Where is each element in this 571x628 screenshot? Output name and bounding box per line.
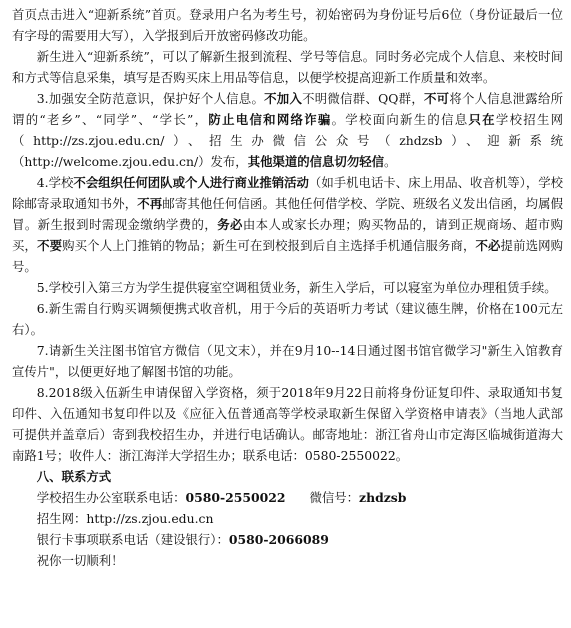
- item-3-text-6: 。: [384, 154, 397, 169]
- item-3-text-3: 将个人信息泄露给所谓的“老乡”、“同学”、“学长”，: [12, 91, 563, 127]
- item-4-text-3: 邮寄其他任何信函。其他任何借学校、学院、班级名义发出信函，均属假冒。新生报到时需现金缴纳学费的，: [12, 196, 564, 232]
- item-4-bold-5: 不必: [475, 238, 501, 253]
- item-6-text: 6.新生需自行购买调频便携式收音机，用于今后的英语听力考试（建议德生牌，价格在100元左右）。: [12, 301, 563, 337]
- wechat-id: zhdzsb: [359, 490, 407, 505]
- item-5-paragraph: [12, 277, 563, 298]
- office-contact-line: [12, 487, 563, 508]
- item-4-text-2: （如手机电话卡、床上用品、收音机等），学校除邮寄录取通知书外，: [12, 175, 563, 211]
- website-line: [12, 508, 563, 529]
- item-6-paragraph: [12, 298, 563, 340]
- item-3-bold-5: 其他渠道的信息切勿轻信: [247, 154, 384, 169]
- contact-heading: 八、联系方式: [36, 469, 112, 484]
- closing-line: 祝你一切顺利！: [36, 553, 124, 568]
- intro-paragraph: [12, 4, 563, 46]
- item-4-bold-2: 不再: [137, 196, 163, 211]
- item-4-text-4: 由本人或家长办理；购买物品的，请到正规商场、超市购买，: [12, 217, 564, 253]
- office-phone: 0580-2550022: [185, 490, 286, 505]
- office-phone-label: 学校招生办公室联系电话：: [36, 490, 186, 505]
- item-4-text-1: 4.学校: [36, 175, 74, 190]
- bank-contact-line: [12, 529, 563, 550]
- wechat-label: 微信号：: [309, 490, 360, 505]
- item-4-paragraph: [12, 172, 563, 277]
- item-3-text-5: 学校招生网（http://zs.zjou.edu.cn/）、招生办微信公众号（zhdzsb）、迎新系统（http://welcome.zjou.edu.cn/）发布，: [12, 112, 564, 169]
- item-3-bold-3: 防止电信和网络诈骗: [208, 112, 332, 127]
- bank-phone: 0580-2066089: [228, 532, 329, 547]
- item-4-bold-3: 务必: [217, 217, 243, 232]
- item-3-bold-2: 不可: [423, 91, 450, 106]
- item-7-paragraph: [12, 340, 563, 382]
- item-3-paragraph: [12, 88, 563, 172]
- welcome-system-paragraph: [12, 46, 563, 88]
- item-4-bold-4: 不要: [37, 238, 63, 253]
- item-3-bold-4: 只在: [468, 112, 496, 127]
- item-8-text: 8.2018级入伍新生申请保留入学资格，须于2018年9月22日前将身份证复印件、录取通知书复印件、入伍通知书复印件以及《应征入伍普通高等学校录取新生保留入学资格申请表》（当地人武部可提供并盖章后）寄到我校招生办，并进行电话确认。邮寄地址：浙江省舟山市定海区临城街道海大南路1号；收件人：浙江海洋大学招生办；联系电话：0580-2550022。: [12, 385, 563, 463]
- item-7-text: 7.请新生关注图书馆官方微信（见文末），并在9月10--14日通过图书馆官微学习"新生入馆教育宣传片"，以便更好地了解图书馆的功能。: [12, 343, 563, 379]
- website-url: http://zs.zjou.edu.cn: [86, 511, 214, 526]
- item-3-text-1: 3.加强安全防范意识，保护好个人信息。: [36, 91, 265, 106]
- item-4-bold-1: 不会组织任何团队或个人进行商业推销活动: [73, 175, 309, 190]
- item-3-text-2: 不明微信群、QQ群，: [302, 91, 424, 106]
- item-3-bold-1: 不加入: [264, 91, 303, 106]
- website-label: 招生网：: [36, 511, 87, 526]
- intro-text: 首页点击进入“迎新系统”首页。登录用户名为考生号，初始密码为身份证号后6位（身份证最后一位有字母的需要用大写），入学报到后开放密码修改功能。: [12, 7, 563, 43]
- item-3-text-4: 。学校面向新生的信息: [331, 112, 469, 127]
- item-8-paragraph: [12, 382, 563, 466]
- item-5-text: 5.学校引入第三方为学生提供寝室空调租赁业务，新生入学后，可以寝室为单位办理租赁手续。: [36, 280, 557, 295]
- item-4-text-5: 购买个人上门推销的物品；新生可在到校报到后自主选择手机通信服务商，: [62, 238, 476, 253]
- item-4-text-6: 提前选网购号。: [12, 238, 564, 274]
- welcome-system-text: 新生进入“迎新系统”，可以了解新生报到流程、学号等信息。同时务必完成个人信息、来校时间和方式等信息采集，填写是否购买床上用品等信息，以便学校提高迎新工作质量和效率。: [12, 49, 563, 85]
- bank-phone-label: 银行卡事项联系电话（建设银行）：: [36, 532, 229, 547]
